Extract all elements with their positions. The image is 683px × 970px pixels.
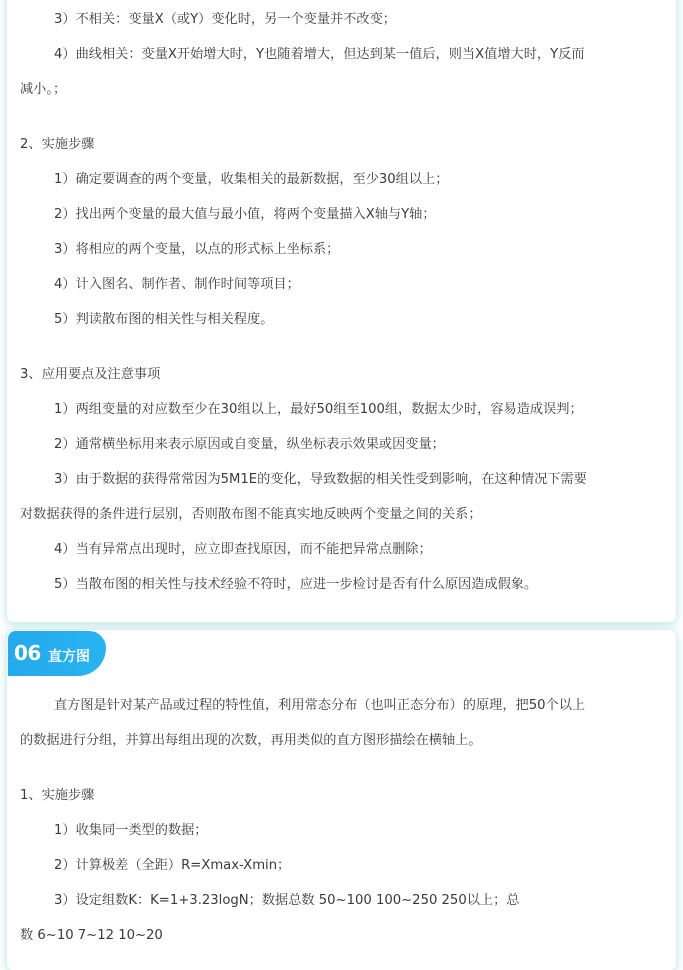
list-item: 5）当散布图的相关性与技术经验不符时，应进一步检讨是否有什么原因造成假象。 [54,577,538,592]
list-item-continued: 数 6~10 7~12 10~20 [20,928,163,943]
text-line: 减小。； [20,82,67,97]
text-line: 3）不相关：变量X（或Y）变化时，另一个变量并不改变； [54,12,396,27]
list-item: 3）将相应的两个变量，以点的形式标上坐标系； [54,242,340,257]
list-item: 1）两组变量的对应数至少在30组以上，最好50组至100组，数据太少时，容易造成误判； [54,402,583,417]
section-title: 直方图 [48,649,90,665]
text-line: 4）曲线相关：变量X开始增大时，Y也随着增大，但达到某一值后，则当X值增大时，Y反而 [54,47,585,62]
list-item: 3）由于数据的获得常常因为5M1E的变化，导致数据的相关性受到影响，在这种情况下需要 [54,472,587,487]
list-item: 5）判读散布图的相关性与相关程度。 [54,312,274,327]
list-item: 2）通常横坐标用来表示原因或自变量，纵坐标表示效果或因变量； [54,437,445,452]
list-item: 4）当有异常点出现时，应立即查找原因，而不能把异常点删除； [54,542,432,557]
subheading-steps: 2、实施步骤 [20,137,95,152]
list-item: 1）收集同一类型的数据； [54,823,208,838]
list-item: 3）设定组数K：K=1+3.23logN；数据总数 50~100 100~250 250以上；总 [54,893,520,908]
paragraph-line: 直方图是针对某产品或过程的特性值，利用常态分布（也叫正态分布）的原理，把50个以上 [54,698,586,713]
section-heading-tag [8,631,106,676]
subheading-steps: 1、实施步骤 [20,788,95,803]
section-number: 06 [14,641,41,665]
paragraph-line: 的数据进行分组，并算出每组出现的次数，再用类似的直方图形描绘在横轴上。 [20,733,482,748]
list-item: 2）找出两个变量的最大值与最小值，将两个变量描入X轴与Y轴； [54,207,436,222]
list-item: 1）确定要调查的两个变量，收集相关的最新数据，至少30组以上； [54,172,449,187]
list-item: 2）计算极差（全距）R=Xmax-Xmin； [54,858,291,873]
list-item-continued: 对数据获得的条件进行层别，否则散布图不能真实地反映两个变量之间的关系； [20,507,482,522]
subheading-notes: 3、应用要点及注意事项 [20,367,161,382]
list-item: 4）计入图名、制作者、制作时间等项目； [54,277,300,292]
